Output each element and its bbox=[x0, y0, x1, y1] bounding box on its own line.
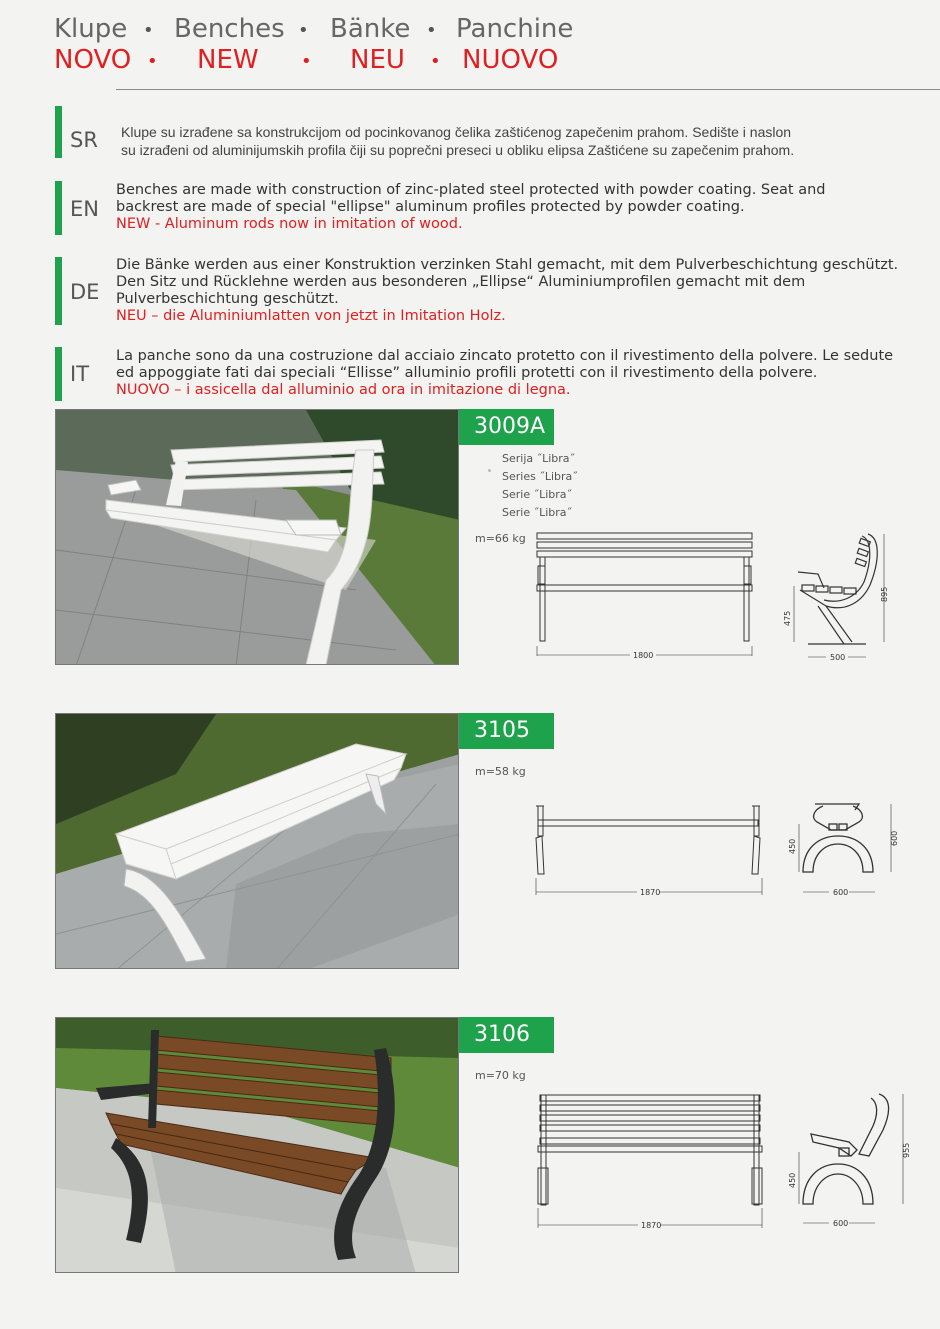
header-bullet: • bbox=[298, 20, 309, 41]
lang-bar-de bbox=[55, 257, 62, 325]
lang-text-sr bbox=[121, 124, 794, 159]
text-new-line: NEU – die Aluminiumlatten von jetzt in Imitation Holz. bbox=[116, 308, 506, 324]
title-en: Benches bbox=[174, 14, 285, 44]
header-bullet-red: • bbox=[430, 51, 441, 72]
text-line: Klupe su izrađene sa konstrukcijom od pocinkovanog čelika zaštićenog zapečenim prahom. Sedište i naslon bbox=[121, 124, 792, 140]
lang-code-it: IT bbox=[70, 362, 90, 386]
dim-height: 895 bbox=[880, 586, 889, 602]
model-tab-3105: 3105 bbox=[459, 713, 554, 749]
text-line: Die Bänke werden aus einer Konstruktion verzinken Stahl gemacht, mit dem Pulverbeschichtung geschützt. bbox=[116, 257, 899, 273]
lang-text-de bbox=[116, 257, 898, 325]
lang-bar-it bbox=[55, 347, 62, 401]
header-bullet-red: • bbox=[147, 51, 158, 72]
header-divider bbox=[116, 89, 940, 90]
new-en: NEW bbox=[197, 45, 259, 75]
lang-code-de: DE bbox=[70, 280, 100, 304]
front-drawing-3009a bbox=[530, 528, 760, 668]
side-drawing-3009a bbox=[778, 530, 888, 665]
dim-depth: 600 bbox=[833, 1219, 849, 1228]
front-drawing-3105 bbox=[530, 800, 770, 900]
photo-3105 bbox=[55, 713, 459, 969]
text-line: ed appoggiate fati dai speciali “Ellisse” alluminio profili protetti con il rivestimento della polvere. bbox=[116, 365, 818, 381]
mass-3106: m=70 kg bbox=[475, 1069, 526, 1082]
photo-3106 bbox=[55, 1017, 459, 1273]
lang-bar-en bbox=[55, 181, 62, 235]
text-line: Den Sitz und Rücklehne werden aus besonderen „Ellipse“ Aluminiumprofilen gemacht mit dem bbox=[116, 274, 806, 290]
header-bullet-red: • bbox=[301, 51, 312, 72]
model-tab-3106: 3106 bbox=[459, 1017, 554, 1053]
dim-length: 1870 bbox=[641, 1221, 662, 1230]
lang-bar-sr bbox=[55, 106, 62, 158]
series-item: Serie ˝Libra˝ bbox=[502, 488, 573, 501]
dim-seat-height: 450 bbox=[788, 1172, 797, 1188]
text-line: backrest are made of special "ellipse" aluminum profiles protected by powder coating. bbox=[116, 199, 745, 215]
series-item: Series ˝Libra˝ bbox=[502, 470, 578, 483]
new-it: NUOVO bbox=[462, 45, 559, 75]
title-it: Panchine bbox=[456, 14, 574, 44]
text-line: Benches are made with construction of zinc-plated steel protected with powder coating. Seat and bbox=[116, 182, 826, 198]
lang-code-en: EN bbox=[70, 197, 99, 221]
dim-seat-height: 450 bbox=[788, 838, 797, 854]
dim-depth: 600 bbox=[833, 888, 849, 897]
model-tab-3009a: 3009A bbox=[459, 409, 554, 445]
lang-code-sr: SR bbox=[70, 128, 98, 152]
series-list bbox=[502, 450, 578, 522]
photo-3009a bbox=[55, 409, 459, 665]
series-item: Serija ˝Libra˝ bbox=[502, 452, 576, 465]
lang-text-it bbox=[116, 348, 893, 399]
dim-length: 1870 bbox=[640, 888, 661, 897]
text-line: su izrađeni od aluminijumskih profila čiji su poprečni preseci u obliku elipsa Zaštićene su zapečenim prahom. bbox=[121, 141, 795, 158]
new-de: NEU bbox=[350, 45, 405, 75]
dim-depth: 500 bbox=[830, 653, 846, 662]
title-de: Bänke bbox=[330, 14, 411, 44]
text-line: Pulverbeschichtung geschützt. bbox=[116, 291, 339, 307]
front-drawing-3106 bbox=[530, 1090, 770, 1230]
series-item: Serie ˝Libra˝ bbox=[502, 506, 573, 519]
mass-3009a: m=66 kg bbox=[475, 532, 526, 545]
side-drawing-3105 bbox=[783, 800, 903, 900]
text-new-line: NUOVO – i assicella dal alluminio ad ora in imitazione di legna. bbox=[116, 382, 571, 398]
series-dot bbox=[488, 469, 491, 472]
lang-text-en bbox=[116, 182, 826, 233]
header-bullet: • bbox=[426, 20, 437, 41]
dim-seat-height: 475 bbox=[783, 610, 792, 626]
new-sr: NOVO bbox=[54, 45, 132, 75]
text-new-line: NEW - Aluminum rods now in imitation of wood. bbox=[116, 216, 463, 232]
mass-3105: m=58 kg bbox=[475, 765, 526, 778]
side-drawing-3106 bbox=[783, 1090, 911, 1230]
dim-height: 955 bbox=[902, 1142, 911, 1158]
dim-height: 600 bbox=[890, 830, 899, 846]
dim-length: 1800 bbox=[633, 651, 654, 660]
title-sr: Klupe bbox=[54, 14, 128, 44]
header-bullet: • bbox=[143, 20, 154, 41]
text-line: La panche sono da una costruzione dal acciaio zincato protetto con il rivestimento della polvere. Le sedute bbox=[116, 348, 894, 364]
